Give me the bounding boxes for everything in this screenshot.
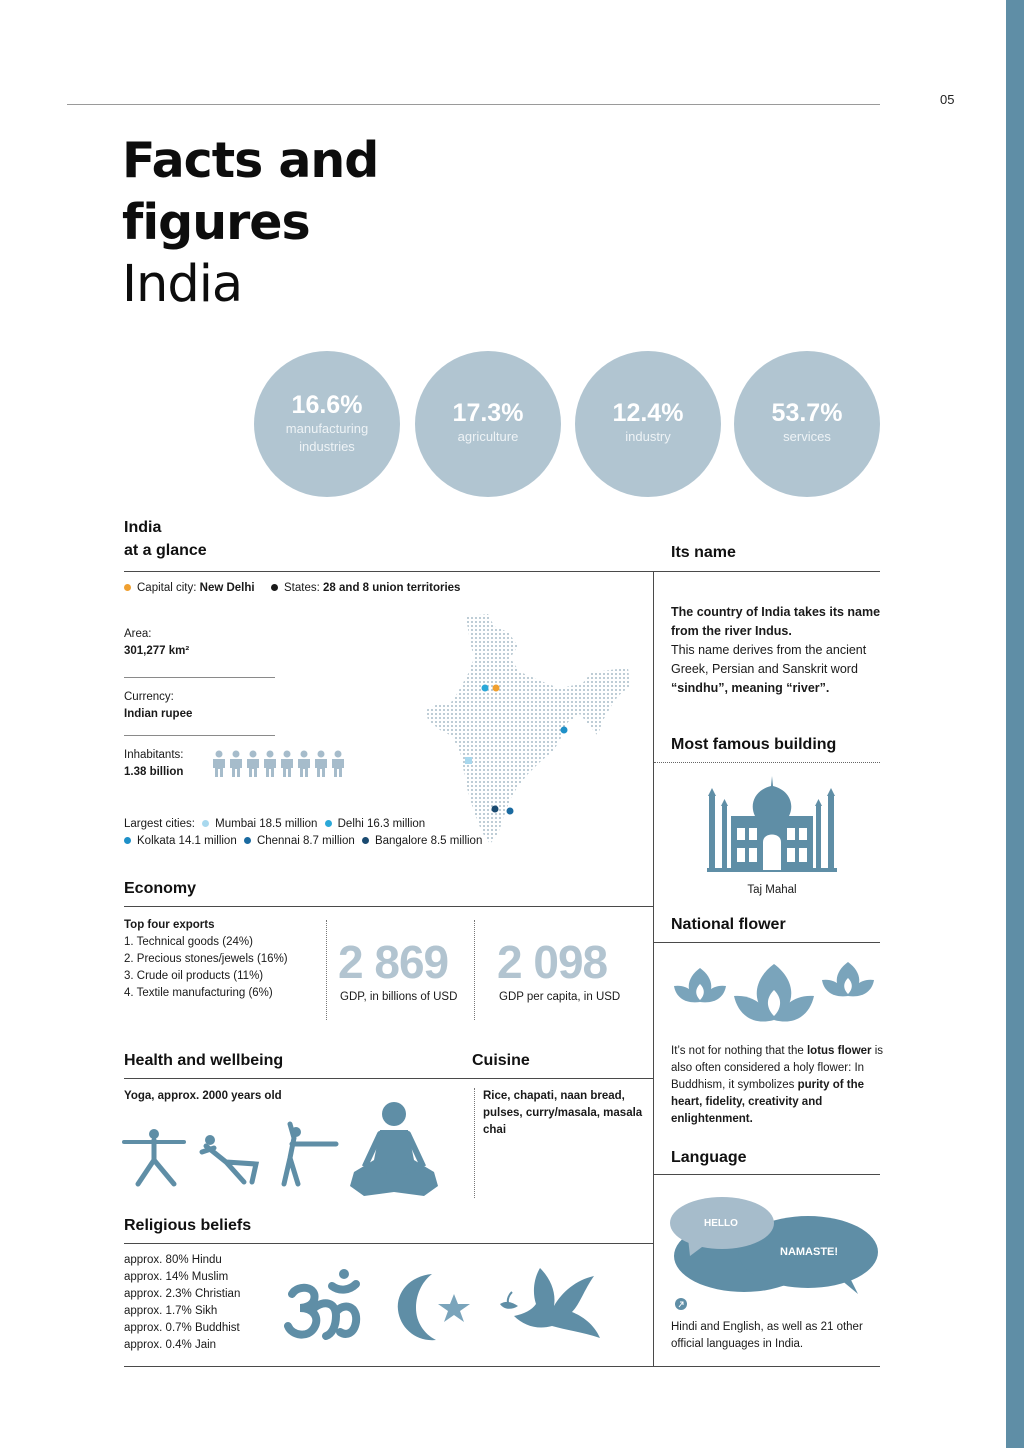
area-value: 301,277 km² bbox=[124, 645, 190, 657]
gdp-per-capita-value: 2 098 bbox=[497, 936, 608, 988]
inhabitants-person-icons bbox=[211, 750, 347, 778]
person-icon bbox=[332, 751, 344, 778]
inhabitants-block bbox=[124, 747, 183, 781]
person-icon bbox=[298, 751, 310, 778]
circle-label: manufacturing industries bbox=[285, 421, 369, 454]
glance-heading-line-2: at a glance bbox=[124, 542, 207, 559]
lotus-icon bbox=[670, 960, 880, 1032]
kolkata-marker bbox=[561, 727, 568, 734]
bottom-rule bbox=[124, 1366, 880, 1367]
religion-item: approx. 2.3% Christian bbox=[124, 1288, 241, 1300]
page-number: 05 bbox=[940, 92, 955, 107]
capital-marker bbox=[493, 685, 500, 692]
gdp-value: 2 869 bbox=[338, 936, 449, 988]
religion-item: approx. 1.7% Sikh bbox=[124, 1305, 218, 1317]
language-text: Hindi and English, as well as 21 other official languages in India. bbox=[671, 1321, 863, 1350]
flower-bold-2: purity of the heart, fidelity, creativity and enlightenment. bbox=[671, 1079, 865, 1125]
crescent-star-icon bbox=[394, 1272, 474, 1342]
gdp-label: GDP, in billions of USD bbox=[340, 991, 458, 1003]
its-name-heading: Its name bbox=[671, 544, 736, 561]
side-color-bar bbox=[1006, 0, 1024, 1448]
flower-text-2: is also often considered a holy flower: In Buddhism, it symbolizes bbox=[671, 1045, 884, 1091]
circle-pct: 17.3% bbox=[452, 399, 524, 427]
circle-label: services bbox=[783, 429, 831, 444]
religion-item: approx. 0.4% Jain bbox=[124, 1339, 217, 1351]
yoga-figure-icon bbox=[122, 1100, 444, 1200]
economy-divider-2 bbox=[474, 920, 475, 1020]
circle-label: agriculture bbox=[457, 429, 519, 444]
person-icon bbox=[315, 751, 327, 778]
religion-rule bbox=[124, 1243, 653, 1244]
flower-text-1: It’s not for nothing that the bbox=[671, 1045, 804, 1057]
delhi-marker bbox=[482, 685, 489, 692]
delhi-dot bbox=[325, 820, 332, 827]
glance-rule bbox=[124, 571, 880, 572]
currency-label: Currency: bbox=[124, 691, 174, 703]
flower-heading: National flower bbox=[671, 916, 786, 933]
states-value: 28 and 8 union territories bbox=[323, 582, 461, 594]
building-rule bbox=[654, 762, 880, 763]
capital-label: Capital city: bbox=[137, 582, 197, 594]
cuisine-text: Rice, chapati, naan bread, pulses, curry/masala, masala chai bbox=[483, 1090, 643, 1136]
capital-dot bbox=[124, 584, 131, 591]
language-heading: Language bbox=[671, 1149, 747, 1166]
circle-pct: 53.7% bbox=[771, 399, 843, 427]
cuisine-heading: Cuisine bbox=[472, 1052, 530, 1069]
religion-heading: Religious beliefs bbox=[124, 1217, 252, 1234]
currency-block bbox=[124, 689, 192, 723]
religion-item: approx. 80% Hindu bbox=[124, 1254, 222, 1266]
export-item: 3. Crude oil products (11%) bbox=[124, 970, 264, 982]
dove-icon bbox=[496, 1266, 604, 1342]
economy-rule bbox=[124, 906, 653, 907]
its-name-bold: The country of India takes its name from the river Indus. bbox=[671, 605, 881, 638]
health-text: Yoga, approx. 2000 years old bbox=[124, 1090, 282, 1102]
circle-agriculture bbox=[415, 351, 561, 497]
mumbai-marker bbox=[465, 757, 472, 764]
export-item: 4. Textile manufacturing (6%) bbox=[124, 987, 273, 999]
inhabitants-value: 1.38 billion bbox=[124, 766, 184, 778]
city-chennai: Chennai 8.7 million bbox=[256, 835, 355, 847]
chennai-marker bbox=[507, 808, 514, 815]
om-icon bbox=[284, 1266, 364, 1344]
building-caption: Taj Mahal bbox=[747, 884, 797, 896]
circle-label: industry bbox=[625, 429, 671, 444]
bubble-namaste: NAMASTE! bbox=[780, 1246, 839, 1258]
glance-heading bbox=[124, 516, 207, 562]
link-arrow-icon[interactable] bbox=[673, 1297, 689, 1311]
states-label: States: bbox=[284, 582, 320, 594]
religion-item: approx. 14% Muslim bbox=[124, 1271, 229, 1283]
building-heading: Most famous building bbox=[671, 736, 837, 753]
export-item: 2. Precious stones/jewels (16%) bbox=[124, 953, 288, 965]
title-line-2: figures bbox=[122, 194, 310, 251]
bangalore-marker bbox=[492, 806, 499, 813]
circle-manufacturing bbox=[254, 351, 400, 497]
area-rule bbox=[124, 677, 275, 678]
taj-mahal-icon bbox=[707, 776, 837, 872]
circle-industry bbox=[575, 351, 721, 497]
city-kolkata: Kolkata 14.1 million bbox=[137, 835, 237, 847]
exports-title: Top four exports bbox=[124, 919, 215, 931]
column-divider bbox=[653, 571, 654, 1366]
flower-rule bbox=[654, 942, 880, 943]
export-item: 1. Technical goods (24%) bbox=[124, 936, 253, 948]
its-name-body: This name derives from the ancient Greek, Persian and Sanskrit word bbox=[671, 643, 867, 676]
currency-value: Indian rupee bbox=[124, 708, 193, 720]
page-title bbox=[122, 130, 378, 316]
chennai-dot bbox=[244, 837, 251, 844]
title-line-3: India bbox=[122, 255, 243, 314]
economy-heading: Economy bbox=[124, 880, 197, 897]
title-line-1: Facts and bbox=[122, 132, 379, 189]
circle-pct: 16.6% bbox=[291, 391, 363, 419]
area-label: Area: bbox=[124, 628, 152, 640]
speech-bubble-icon bbox=[670, 1196, 882, 1296]
person-icon bbox=[230, 751, 242, 778]
india-map bbox=[422, 612, 634, 848]
capital-value: New Delhi bbox=[199, 582, 255, 594]
flower-bold-1: lotus flower bbox=[806, 1045, 872, 1057]
city-bangalore: Bangalore 8.5 million bbox=[374, 835, 483, 847]
inhabitants-label: Inhabitants: bbox=[124, 749, 184, 761]
person-icon bbox=[247, 751, 259, 778]
person-icon bbox=[281, 751, 293, 778]
circle-services bbox=[734, 351, 880, 497]
glance-heading-line-1: India bbox=[124, 519, 162, 536]
states-dot bbox=[271, 584, 278, 591]
area-block bbox=[124, 626, 189, 660]
cities-label: Largest cities: bbox=[124, 818, 195, 830]
health-rule bbox=[124, 1078, 653, 1079]
kolkata-dot bbox=[124, 837, 131, 844]
gdp-per-capita-label: GDP per capita, in USD bbox=[499, 991, 621, 1003]
health-heading: Health and wellbeing bbox=[124, 1052, 284, 1069]
language-rule bbox=[654, 1174, 880, 1175]
religion-item: approx. 0.7% Buddhist bbox=[124, 1322, 240, 1334]
cities-block bbox=[124, 816, 484, 850]
cuisine-divider bbox=[474, 1088, 475, 1198]
exports-block bbox=[124, 917, 288, 1002]
circle-pct: 12.4% bbox=[612, 399, 684, 427]
its-name-text bbox=[671, 603, 881, 698]
bubble-hello: HELLO bbox=[704, 1218, 738, 1229]
currency-rule bbox=[124, 735, 275, 736]
religion-list bbox=[124, 1252, 240, 1354]
flower-text bbox=[671, 1043, 886, 1128]
bangalore-dot bbox=[362, 837, 369, 844]
city-delhi: Delhi 16.3 million bbox=[337, 818, 426, 830]
capital-states-row bbox=[124, 580, 460, 597]
economy-divider-1 bbox=[326, 920, 327, 1020]
top-rule bbox=[67, 104, 880, 105]
city-mumbai: Mumbai 18.5 million bbox=[215, 818, 318, 830]
mumbai-dot bbox=[202, 820, 209, 827]
person-icon bbox=[213, 751, 225, 778]
person-icon bbox=[264, 751, 276, 778]
its-name-bold-2: “sindhu”, meaning “river”. bbox=[671, 681, 830, 695]
